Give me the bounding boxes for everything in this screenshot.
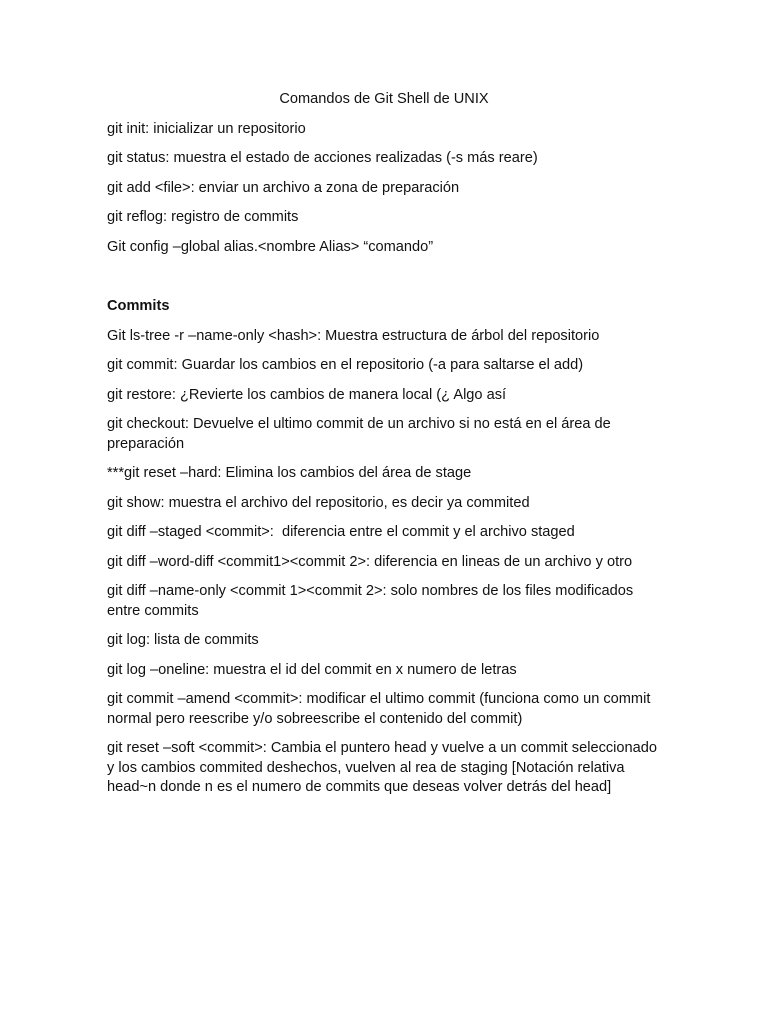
commit-line: git checkout: Devuelve el ultimo commit de un archivo si no está en el área de preparación [107,416,615,452]
page-title: Comandos de Git Shell de UNIX [279,91,489,107]
commit-line: git reset –soft <commit>: Cambia el puntero head y vuelve a un commit seleccionado y los cambios commited deshechos, vuelven al rea de staging [Notación relativa head~n donde n es el numero de commits que deseas volver detrás del head] [107,740,662,795]
commit-line: git diff –staged <commit>: diferencia entre el commit y el archivo staged [107,524,575,540]
commit-line: git show: muestra el archivo del repositorio, es decir ya commited [107,494,530,511]
section-heading: Commits [107,298,170,314]
commit-line: git log –oneline: muestra el id del commit en x numero de letras [107,661,517,678]
commit-line: git restore: ¿Revierte los cambios de manera local (¿ Algo así [107,386,507,403]
intro-line: git reflog: registro de commits [107,209,299,225]
commit-line: git diff –name-only <commit 1><commit 2>: solo nombres de los files modificados entre commits [107,583,638,619]
commit-line: git commit: Guardar los cambios en el repositorio (-a para saltarse el add) [107,357,584,373]
intro-line: git status: muestra el estado de acciones realizadas (-s más reare) [107,150,538,166]
commit-line: git diff –word-diff <commit1><commit 2>: diferencia en lineas de un archivo y otro [107,553,633,570]
intro-line: Git config –global alias.<nombre Alias> “comando” [107,238,434,255]
commit-line: git log: lista de commits [107,632,259,648]
commit-line: ***git reset –hard: Elimina los cambios del área de stage [107,465,472,481]
commit-line: Git ls-tree -r –name-only <hash>: Muestra estructura de árbol del repositorio [107,327,600,344]
section-spacer [107,267,662,297]
commit-line: git commit –amend <commit>: modificar el ultimo commit (funciona como un commit normal pero reescribe y/o sobreescribe el contenido del commit) [107,691,655,727]
intro-line: git init: inicializar un repositorio [107,120,306,137]
document-content [107,90,662,808]
intro-line: git add <file>: enviar un archivo a zona de preparación [107,179,460,196]
